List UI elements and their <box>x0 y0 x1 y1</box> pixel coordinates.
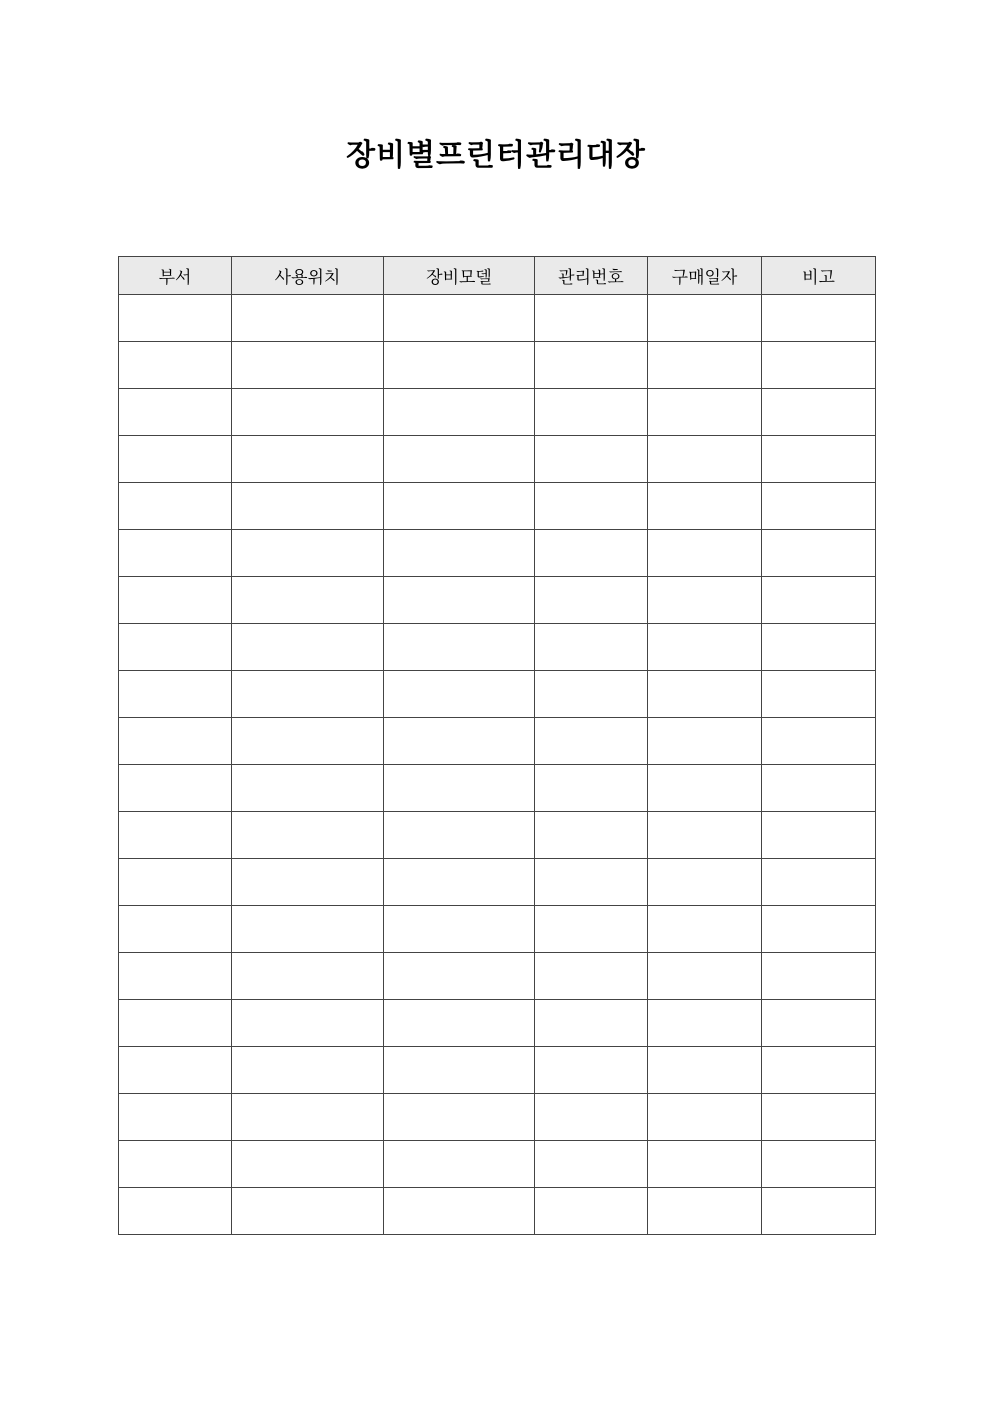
model-cell[interactable] <box>384 530 535 577</box>
model-cell[interactable] <box>384 1000 535 1047</box>
asset-number-cell[interactable] <box>535 671 648 718</box>
department-cell[interactable] <box>119 812 232 859</box>
location-cell[interactable] <box>232 953 384 1000</box>
header-row <box>119 257 876 295</box>
location-cell[interactable] <box>232 624 384 671</box>
table-row <box>119 436 876 483</box>
asset-number-cell[interactable] <box>535 483 648 530</box>
location-cell[interactable] <box>232 906 384 953</box>
department-cell[interactable] <box>119 1094 232 1141</box>
table-row <box>119 953 876 1000</box>
location-cell[interactable] <box>232 436 384 483</box>
location-cell[interactable] <box>232 765 384 812</box>
location-cell[interactable] <box>232 342 384 389</box>
location-cell[interactable] <box>232 1188 384 1235</box>
table-row <box>119 1188 876 1235</box>
model-cell[interactable] <box>384 577 535 624</box>
asset-number-cell[interactable] <box>535 765 648 812</box>
purchase-date-cell[interactable] <box>648 859 762 906</box>
remarks-cell[interactable] <box>762 812 876 859</box>
asset-number-cell[interactable] <box>535 295 648 342</box>
model-cell[interactable] <box>384 483 535 530</box>
purchase-date-cell[interactable] <box>648 436 762 483</box>
remarks-cell[interactable] <box>762 906 876 953</box>
purchase-date-cell[interactable] <box>648 1000 762 1047</box>
table-row <box>119 577 876 624</box>
location-cell[interactable] <box>232 295 384 342</box>
model-cell[interactable] <box>384 812 535 859</box>
remarks-cell[interactable] <box>762 624 876 671</box>
asset-number-cell[interactable] <box>535 812 648 859</box>
table-row <box>119 765 876 812</box>
purchase-date-cell[interactable] <box>648 1141 762 1188</box>
model-cell[interactable] <box>384 1188 535 1235</box>
asset-number-cell[interactable] <box>535 1047 648 1094</box>
column-header-remarks: 비고 <box>762 257 876 295</box>
purchase-date-cell[interactable] <box>648 1188 762 1235</box>
table-row <box>119 1047 876 1094</box>
department-cell[interactable] <box>119 530 232 577</box>
table-row <box>119 483 876 530</box>
department-cell[interactable] <box>119 389 232 436</box>
table-row <box>119 859 876 906</box>
table-row <box>119 530 876 577</box>
location-cell[interactable] <box>232 671 384 718</box>
asset-number-cell[interactable] <box>535 1188 648 1235</box>
remarks-cell[interactable] <box>762 436 876 483</box>
remarks-cell[interactable] <box>762 483 876 530</box>
location-cell[interactable] <box>232 1094 384 1141</box>
model-cell[interactable] <box>384 765 535 812</box>
column-header-purchase-date: 구매일자 <box>648 257 762 295</box>
remarks-cell[interactable] <box>762 718 876 765</box>
purchase-date-cell[interactable] <box>648 671 762 718</box>
purchase-date-cell[interactable] <box>648 295 762 342</box>
model-cell[interactable] <box>384 859 535 906</box>
location-cell[interactable] <box>232 389 384 436</box>
table-row <box>119 342 876 389</box>
department-cell[interactable] <box>119 295 232 342</box>
asset-number-cell[interactable] <box>535 1094 648 1141</box>
department-cell[interactable] <box>119 577 232 624</box>
model-cell[interactable] <box>384 718 535 765</box>
remarks-cell[interactable] <box>762 577 876 624</box>
column-header-asset-number: 관리번호 <box>535 257 648 295</box>
department-cell[interactable] <box>119 342 232 389</box>
remarks-cell[interactable] <box>762 389 876 436</box>
asset-number-cell[interactable] <box>535 953 648 1000</box>
remarks-cell[interactable] <box>762 295 876 342</box>
table-row <box>119 1141 876 1188</box>
column-header-department: 부서 <box>119 257 232 295</box>
location-cell[interactable] <box>232 1047 384 1094</box>
table-row <box>119 1000 876 1047</box>
purchase-date-cell[interactable] <box>648 342 762 389</box>
printer-ledger-table <box>118 256 876 1235</box>
purchase-date-cell[interactable] <box>648 1047 762 1094</box>
remarks-cell[interactable] <box>762 342 876 389</box>
table-row <box>119 624 876 671</box>
remarks-cell[interactable] <box>762 1047 876 1094</box>
asset-number-cell[interactable] <box>535 906 648 953</box>
department-cell[interactable] <box>119 1141 232 1188</box>
location-cell[interactable] <box>232 1000 384 1047</box>
purchase-date-cell[interactable] <box>648 906 762 953</box>
model-cell[interactable] <box>384 1094 535 1141</box>
purchase-date-cell[interactable] <box>648 483 762 530</box>
table-row <box>119 295 876 342</box>
remarks-cell[interactable] <box>762 859 876 906</box>
remarks-cell[interactable] <box>762 671 876 718</box>
department-cell[interactable] <box>119 1047 232 1094</box>
asset-number-cell[interactable] <box>535 342 648 389</box>
department-cell[interactable] <box>119 765 232 812</box>
table-row <box>119 906 876 953</box>
department-cell[interactable] <box>119 718 232 765</box>
department-cell[interactable] <box>119 436 232 483</box>
model-cell[interactable] <box>384 906 535 953</box>
table-body <box>119 295 876 1235</box>
department-cell[interactable] <box>119 1188 232 1235</box>
table-row <box>119 812 876 859</box>
remarks-cell[interactable] <box>762 1094 876 1141</box>
purchase-date-cell[interactable] <box>648 953 762 1000</box>
table-row <box>119 389 876 436</box>
table-row <box>119 671 876 718</box>
remarks-cell[interactable] <box>762 1000 876 1047</box>
purchase-date-cell[interactable] <box>648 389 762 436</box>
department-cell[interactable] <box>119 671 232 718</box>
location-cell[interactable] <box>232 1141 384 1188</box>
asset-number-cell[interactable] <box>535 436 648 483</box>
asset-number-cell[interactable] <box>535 577 648 624</box>
department-cell[interactable] <box>119 953 232 1000</box>
location-cell[interactable] <box>232 577 384 624</box>
model-cell[interactable] <box>384 624 535 671</box>
location-cell[interactable] <box>232 859 384 906</box>
asset-number-cell[interactable] <box>535 389 648 436</box>
remarks-cell[interactable] <box>762 953 876 1000</box>
purchase-date-cell[interactable] <box>648 812 762 859</box>
purchase-date-cell[interactable] <box>648 624 762 671</box>
model-cell[interactable] <box>384 342 535 389</box>
column-header-location: 사용위치 <box>232 257 384 295</box>
location-cell[interactable] <box>232 530 384 577</box>
remarks-cell[interactable] <box>762 1141 876 1188</box>
asset-number-cell[interactable] <box>535 1000 648 1047</box>
model-cell[interactable] <box>384 436 535 483</box>
asset-number-cell[interactable] <box>535 530 648 577</box>
department-cell[interactable] <box>119 906 232 953</box>
asset-number-cell[interactable] <box>535 718 648 765</box>
table-row <box>119 718 876 765</box>
location-cell[interactable] <box>232 718 384 765</box>
model-cell[interactable] <box>384 671 535 718</box>
asset-number-cell[interactable] <box>535 859 648 906</box>
purchase-date-cell[interactable] <box>648 577 762 624</box>
purchase-date-cell[interactable] <box>648 765 762 812</box>
column-header-model: 장비모델 <box>384 257 535 295</box>
purchase-date-cell[interactable] <box>648 1094 762 1141</box>
purchase-date-cell[interactable] <box>648 718 762 765</box>
remarks-cell[interactable] <box>762 530 876 577</box>
asset-number-cell[interactable] <box>535 1141 648 1188</box>
remarks-cell[interactable] <box>762 765 876 812</box>
table-row <box>119 1094 876 1141</box>
document-title: 장비별프린터관리대장 <box>346 138 646 173</box>
model-cell[interactable] <box>384 1141 535 1188</box>
department-cell[interactable] <box>119 1000 232 1047</box>
model-cell[interactable] <box>384 389 535 436</box>
purchase-date-cell[interactable] <box>648 530 762 577</box>
model-cell[interactable] <box>384 1047 535 1094</box>
location-cell[interactable] <box>232 483 384 530</box>
location-cell[interactable] <box>232 812 384 859</box>
department-cell[interactable] <box>119 624 232 671</box>
model-cell[interactable] <box>384 953 535 1000</box>
model-cell[interactable] <box>384 295 535 342</box>
asset-number-cell[interactable] <box>535 624 648 671</box>
department-cell[interactable] <box>119 859 232 906</box>
department-cell[interactable] <box>119 483 232 530</box>
remarks-cell[interactable] <box>762 1188 876 1235</box>
